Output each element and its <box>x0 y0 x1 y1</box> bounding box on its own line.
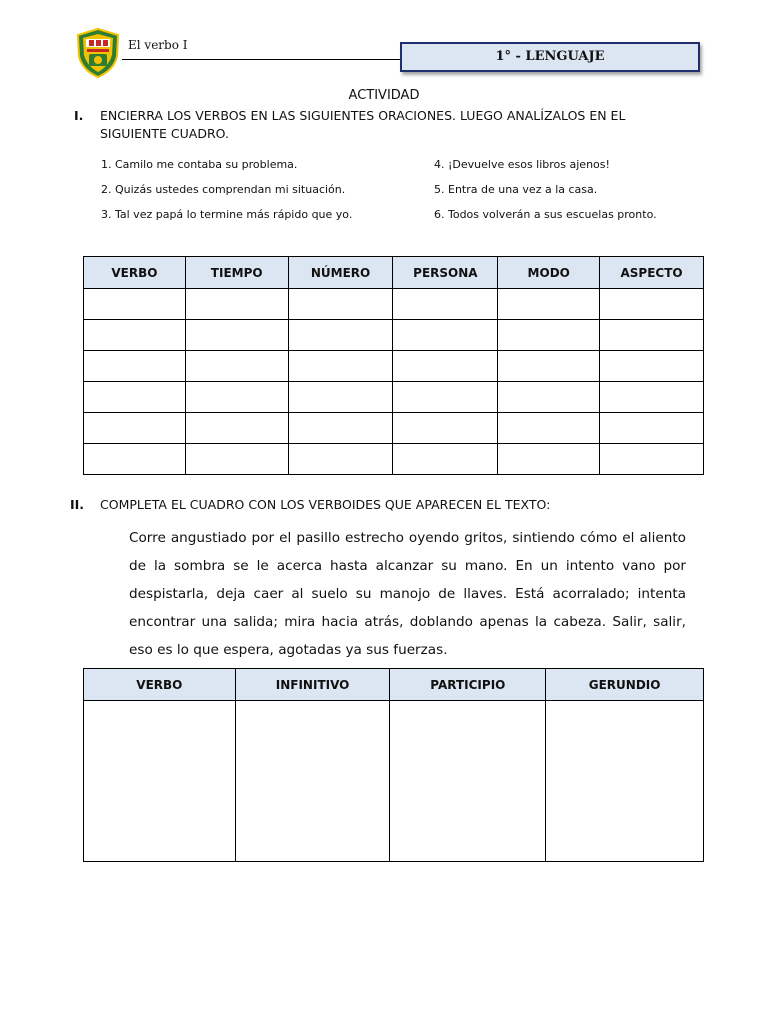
answer-cell[interactable] <box>600 320 704 351</box>
answer-cell[interactable] <box>600 382 704 413</box>
answer-cell[interactable] <box>546 701 704 862</box>
answer-cell[interactable] <box>393 320 498 351</box>
answer-cell[interactable] <box>393 382 498 413</box>
sentence-2: 2. Quizás ustedes comprendan mi situación. <box>101 183 346 196</box>
column-header-aspecto: ASPECTO <box>600 257 704 289</box>
answer-cell[interactable] <box>288 351 393 382</box>
answer-cell[interactable] <box>393 444 498 475</box>
table-row <box>84 289 704 320</box>
answer-cell[interactable] <box>84 701 236 862</box>
answer-cell[interactable] <box>393 351 498 382</box>
table-row <box>84 444 704 475</box>
answer-cell[interactable] <box>600 444 704 475</box>
column-header-verbo: VERBO <box>84 669 236 701</box>
answer-cell[interactable] <box>498 382 600 413</box>
verboides-table <box>83 668 704 862</box>
column-header-verbo: VERBO <box>84 257 186 289</box>
answer-cell[interactable] <box>185 382 288 413</box>
section-2-instruction: COMPLETA EL CUADRO CON LOS VERBOIDES QUE APARECEN EL TEXTO: <box>100 497 551 512</box>
table-row <box>84 320 704 351</box>
table-row <box>84 413 704 444</box>
answer-cell[interactable] <box>498 320 600 351</box>
column-header-tiempo: TIEMPO <box>185 257 288 289</box>
answer-cell[interactable] <box>288 320 393 351</box>
answer-cell[interactable] <box>498 413 600 444</box>
answer-cell[interactable] <box>84 320 186 351</box>
reading-paragraph: Corre angustiado por el pasillo estrecho oyendo gritos, sintiendo cómo el aliento de la sombra se le acerca hasta alcanzar su mano. En un intento vano por despistarla, deja caer al suelo su manojo de llaves. Está acorralado; intenta encontrar una salida; mira hacia atrás, doblando apenas la cabeza. Salir, salir, eso es lo que espera, agotadas ya sus fuerzas. <box>129 530 686 658</box>
answer-cell[interactable] <box>498 444 600 475</box>
answer-cell[interactable] <box>498 289 600 320</box>
answer-cell[interactable] <box>84 351 186 382</box>
header-title: El verbo I <box>128 38 188 52</box>
answer-cell[interactable] <box>390 701 546 862</box>
section-1-number: I. <box>74 108 84 123</box>
answer-cell[interactable] <box>600 289 704 320</box>
section-2-number: II. <box>70 497 85 512</box>
school-logo <box>76 28 120 78</box>
column-header-gerundio: GERUNDIO <box>546 669 704 701</box>
answer-cell[interactable] <box>185 413 288 444</box>
answer-cell[interactable] <box>235 701 390 862</box>
header-divider <box>122 59 400 60</box>
sentence-4: 4. ¡Devuelve esos libros ajenos! <box>434 158 610 171</box>
answer-cell[interactable] <box>600 413 704 444</box>
answer-cell[interactable] <box>288 382 393 413</box>
column-header-persona: PERSONA <box>393 257 498 289</box>
answer-cell[interactable] <box>288 289 393 320</box>
answer-cell[interactable] <box>84 413 186 444</box>
verb-analysis-table <box>83 256 704 475</box>
table-row <box>84 351 704 382</box>
answer-cell[interactable] <box>600 351 704 382</box>
sentence-3: 3. Tal vez papá lo termine más rápido que yo. <box>101 208 353 221</box>
answer-cell[interactable] <box>393 413 498 444</box>
answer-cell[interactable] <box>288 444 393 475</box>
answer-cell[interactable] <box>393 289 498 320</box>
answer-cell[interactable] <box>84 289 186 320</box>
answer-cell[interactable] <box>185 289 288 320</box>
column-header-participio: PARTICIPIO <box>390 669 546 701</box>
section-1-instruction: ENCIERRA LOS VERBOS EN LAS SIGUIENTES ORACIONES. LUEGO ANALÍZALOS EN EL SIGUIENTE CUADRO. <box>100 108 626 141</box>
column-header-numero: NÚMERO <box>288 257 393 289</box>
answer-cell[interactable] <box>288 413 393 444</box>
answer-cell[interactable] <box>185 351 288 382</box>
table-row <box>84 382 704 413</box>
answer-cell[interactable] <box>185 320 288 351</box>
sentence-6: 6. Todos volverán a sus escuelas pronto. <box>434 208 657 221</box>
answer-cell[interactable] <box>185 444 288 475</box>
answer-cell[interactable] <box>498 351 600 382</box>
column-header-modo: MODO <box>498 257 600 289</box>
answer-cell[interactable] <box>84 444 186 475</box>
sentence-1: 1. Camilo me contaba su problema. <box>101 158 298 171</box>
answer-cell[interactable] <box>84 382 186 413</box>
sentence-5: 5. Entra de una vez a la casa. <box>434 183 598 196</box>
column-header-infinitivo: INFINITIVO <box>235 669 390 701</box>
activity-title: ACTIVIDAD <box>348 88 420 103</box>
course-badge: 1° - LENGUAJE <box>400 42 700 72</box>
